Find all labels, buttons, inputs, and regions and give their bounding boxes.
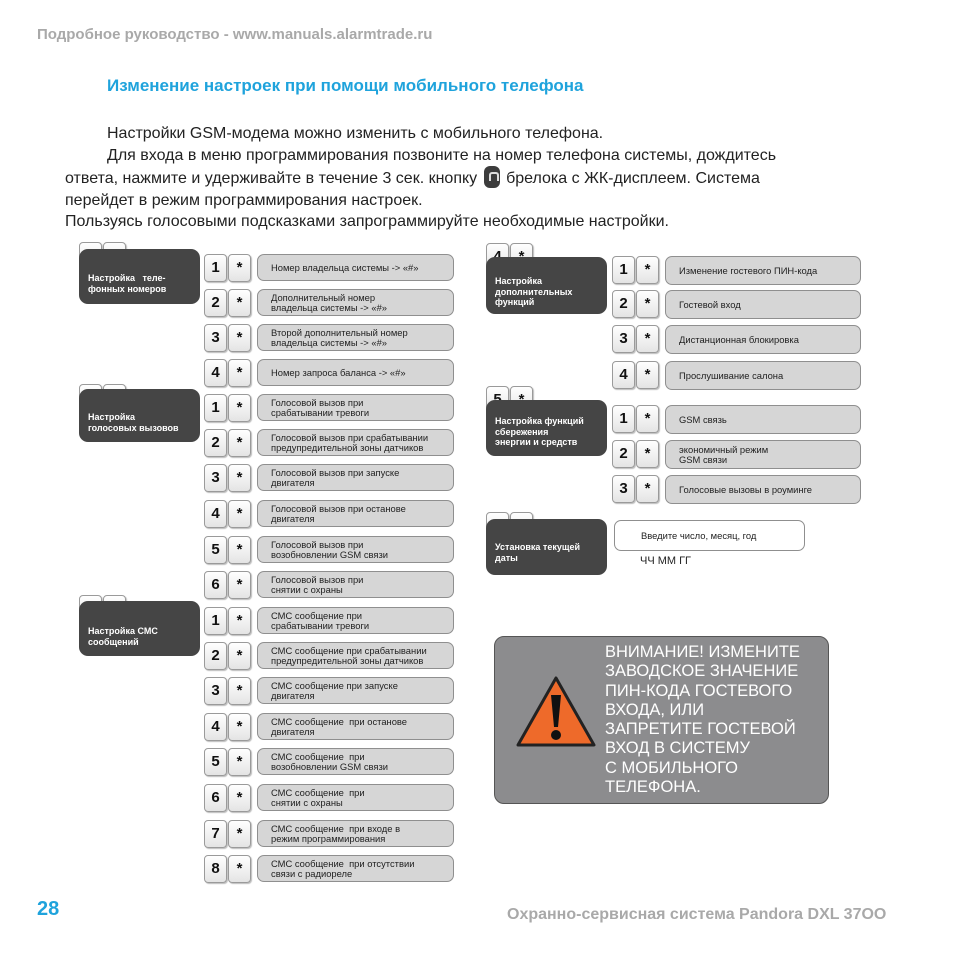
key-digit: 7	[204, 820, 227, 848]
key-digit: 2	[204, 429, 227, 457]
key-digit: 4	[204, 359, 227, 387]
option-keys	[612, 290, 658, 318]
key-star: *	[228, 429, 251, 457]
option-keys	[204, 289, 250, 317]
key-digit: 1	[204, 607, 227, 635]
key-digit: 3	[204, 464, 227, 492]
category-voice-calls: Настройка голосовых вызовов	[79, 389, 200, 442]
option-keys	[204, 394, 250, 422]
fob-lock-button-icon	[484, 166, 500, 188]
option-item: Голосовые вызовы в роуминге	[665, 475, 861, 504]
key-digit: 2	[612, 440, 635, 468]
date-format: ЧЧ ММ ГГ	[640, 555, 692, 567]
category-set-date: Установка текущей даты	[486, 519, 607, 575]
site-header: Подробное руководство - www.manuals.alarmtrade.ru	[37, 26, 433, 43]
key-digit: 3	[204, 324, 227, 352]
warning-line: ЗАВОДСКОЕ ЗНАЧЕНИЕ	[605, 662, 799, 681]
option-keys	[204, 536, 250, 564]
warning-line: ВНИМАНИЕ! ИЗМЕНИТЕ	[605, 643, 800, 661]
key-digit: 4	[204, 713, 227, 741]
option-keys	[612, 325, 658, 353]
option-item: Голосовой вызов при снятии с охраны	[257, 571, 454, 598]
section-title: Изменение настроек при помощи мобильного телефона	[107, 76, 584, 95]
key-star: *	[228, 784, 251, 812]
key-star: *	[228, 855, 251, 883]
option-keys	[204, 607, 250, 635]
option-keys	[204, 677, 250, 705]
option-item: СМС сообщение при срабатывании тревоги	[257, 607, 454, 634]
option-keys	[612, 475, 658, 503]
option-keys	[204, 254, 250, 282]
option-item: Изменение гостевого ПИН-кода	[665, 256, 861, 285]
option-keys	[204, 324, 250, 352]
warning-line: ПИН-КОДА ГОСТЕВОГО	[605, 681, 793, 700]
key-digit: 1	[204, 394, 227, 422]
category-sms: Настройка СМС сообщений	[79, 601, 200, 656]
option-item: Второй дополнительный номер владельца системы -> «#»	[257, 324, 454, 351]
category-energy-saving: Настройка функций сбережения энергии и средств	[486, 400, 607, 456]
key-star: *	[636, 256, 659, 284]
option-keys	[204, 855, 250, 883]
page-number: 28	[37, 898, 60, 920]
option-item: GSM связь	[665, 405, 861, 434]
option-item: Номер запроса баланса -> «#»	[257, 359, 454, 386]
key-digit: 6	[204, 571, 227, 599]
option-item: СМС сообщение при срабатывании предупредительной зоны датчиков	[257, 642, 454, 669]
category-phone-numbers: Настройка теле- фонных номеров	[79, 249, 200, 304]
option-keys	[204, 642, 250, 670]
option-keys	[204, 748, 250, 776]
option-item: Голосовой вызов при срабатывании тревоги	[257, 394, 454, 421]
key-star: *	[636, 325, 659, 353]
date-input-box: Введите число, месяц, год	[614, 520, 805, 551]
key-star: *	[228, 500, 251, 528]
option-item: СМС сообщение при запуске двигателя	[257, 677, 454, 704]
key-star: *	[228, 289, 251, 317]
warning-triangle-icon	[515, 675, 597, 749]
key-digit: 1	[204, 254, 227, 282]
option-keys	[204, 784, 250, 812]
option-item: СМС сообщение при возобновлении GSM связи	[257, 748, 454, 775]
option-item: Номер владельца системы -> «#»	[257, 254, 454, 281]
key-digit: 1	[612, 405, 635, 433]
key-star: *	[636, 405, 659, 433]
document-title: Охранно-сервисная система Pandora DXL 37OO	[507, 906, 887, 923]
key-digit: 3	[612, 475, 635, 503]
key-star: *	[228, 359, 251, 387]
option-item: Голосовой вызов при останове двигателя	[257, 500, 454, 527]
key-star: *	[636, 475, 659, 503]
option-keys	[204, 464, 250, 492]
option-item: СМС сообщение при снятии с охраны	[257, 784, 454, 811]
key-star: *	[228, 607, 251, 635]
intro-line: Пользуясь голосовыми подсказками запрограммируйте необходимые настройки.	[65, 213, 669, 230]
option-keys	[204, 359, 250, 387]
key-digit: 2	[204, 289, 227, 317]
key-digit: 3	[204, 677, 227, 705]
key-digit: 1	[612, 256, 635, 284]
key-digit: 8	[204, 855, 227, 883]
key-star: *	[228, 324, 251, 352]
key-star: *	[228, 677, 251, 705]
option-item: СМС сообщение при останове двигателя	[257, 713, 454, 740]
key-star: *	[228, 254, 251, 282]
option-keys	[204, 713, 250, 741]
key-digit: 6	[204, 784, 227, 812]
warning-line: ВХОД В СИСТЕМУ	[605, 739, 751, 758]
option-item: СМС сообщение при отсутствии связи с радиореле	[257, 855, 454, 882]
option-keys	[204, 429, 250, 457]
key-star: *	[228, 748, 251, 776]
option-keys	[612, 361, 658, 389]
key-star: *	[636, 361, 659, 389]
option-keys	[204, 500, 250, 528]
warning-line: ТЕЛЕФОНА.	[605, 778, 701, 797]
key-star: *	[636, 290, 659, 318]
intro-line: перейдет в режим программирования настроек.	[65, 191, 423, 209]
key-star: *	[228, 571, 251, 599]
option-item: Прослушивание салона	[665, 361, 861, 390]
key-digit: 2	[612, 290, 635, 318]
key-star: *	[228, 820, 251, 848]
warning-text	[605, 643, 825, 797]
option-keys	[612, 256, 658, 284]
key-digit: 4	[612, 361, 635, 389]
option-item: Голосовой вызов при срабатывании предупредительной зоны датчиков	[257, 429, 454, 456]
key-digit: 3	[612, 325, 635, 353]
warning-line: С МОБИЛЬНОГО	[605, 758, 739, 777]
key-star: *	[228, 642, 251, 670]
option-item: Голосовой вызов при запуске двигателя	[257, 464, 454, 491]
category-extra-functions: Настройка дополнительных функций	[486, 257, 607, 314]
intro-line: Для входа в меню программирования позвоните на номер телефона системы, дождитесь	[107, 146, 777, 164]
option-item: Гостевой вход	[665, 290, 861, 319]
key-digit: 4	[204, 500, 227, 528]
option-item: Голосовой вызов при возобновлении GSM связи	[257, 536, 454, 563]
option-item: СМС сообщение при входе в режим программирования	[257, 820, 454, 847]
key-star: *	[636, 440, 659, 468]
option-item: Дистанционная блокировка	[665, 325, 861, 354]
option-item: экономичный режим GSM связи	[665, 440, 861, 469]
intro-line: Настройки GSM-модема можно изменить с мобильного телефона.	[107, 125, 604, 142]
warning-line: ВХОДА, ИЛИ	[605, 700, 705, 719]
option-keys	[204, 571, 250, 599]
option-item: Дополнительный номер владельца системы -> «#»	[257, 289, 454, 316]
key-digit: 5	[204, 748, 227, 776]
key-digit: 5	[204, 536, 227, 564]
intro-line: ответа, нажмите и удерживайте в течение 3 сек. кнопку брелока с ЖК-дисплеем. Система	[65, 166, 865, 190]
key-star: *	[228, 536, 251, 564]
key-star: *	[228, 713, 251, 741]
option-keys	[204, 820, 250, 848]
option-keys	[612, 440, 658, 468]
key-star: *	[228, 464, 251, 492]
intro-text	[65, 123, 865, 233]
key-star: *	[228, 394, 251, 422]
warning-box	[494, 636, 829, 804]
option-keys	[612, 405, 658, 433]
warning-line: ЗАПРЕТИТЕ ГОСТЕВОЙ	[605, 720, 796, 739]
key-digit: 2	[204, 642, 227, 670]
